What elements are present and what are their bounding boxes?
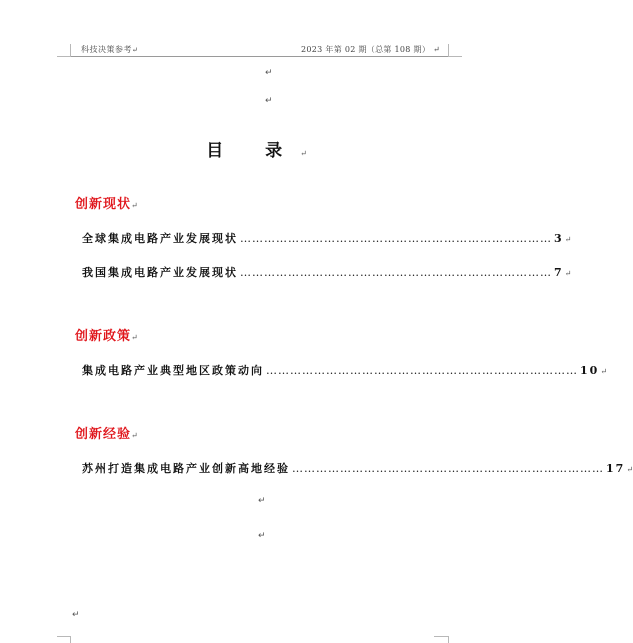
toc-entry[interactable] — [82, 362, 608, 378]
toc-entry-title: 苏州打造集成电路产业创新高地经验 — [82, 462, 290, 475]
crop-mark — [70, 636, 71, 643]
toc-leader-dots: …………………………………………………………………… — [240, 266, 552, 279]
toc-leader-dots: …………………………………………………………………… — [266, 364, 578, 377]
crop-mark — [448, 44, 449, 57]
toc-entry-title: 全球集成电路产业发展现状 — [82, 232, 238, 245]
crop-mark — [57, 56, 71, 57]
toc-page-number: 7 — [554, 266, 564, 279]
header-rule — [71, 56, 448, 57]
paragraph-mark: ↵ — [258, 496, 266, 506]
header-issue-number: 2023 年第 02 期（总第 108 期） ↵ — [301, 45, 440, 54]
section-heading: 创新经验↵ — [75, 427, 139, 442]
toc-entry[interactable] — [82, 230, 572, 246]
toc-leader-dots: …………………………………………………………………… — [240, 232, 552, 245]
header-journal-name: 科技决策参考↵ — [81, 45, 139, 54]
toc-page-number: 10 — [580, 364, 600, 377]
paragraph-mark: ↵ — [564, 235, 572, 244]
section-heading: 创新政策↵ — [75, 329, 139, 344]
crop-mark — [57, 636, 71, 637]
toc-title: 目 录↵ — [206, 141, 307, 161]
paragraph-mark: ↵ — [265, 96, 273, 106]
toc-leader-dots: …………………………………………………………………… — [292, 462, 604, 475]
paragraph-mark: ↵ — [72, 610, 80, 620]
crop-mark — [434, 636, 448, 637]
crop-mark — [448, 56, 462, 57]
toc-entry-title: 集成电路产业典型地区政策动向 — [82, 364, 264, 377]
paragraph-mark: ↵ — [600, 367, 608, 376]
toc-entry-title: 我国集成电路产业发展现状 — [82, 266, 238, 279]
toc-page-number: 17 — [606, 462, 626, 475]
toc-entry[interactable] — [82, 460, 633, 476]
paragraph-mark: ↵ — [564, 269, 572, 278]
section-heading: 创新现状↵ — [75, 197, 139, 212]
paragraph-mark: ↵ — [258, 531, 266, 541]
toc-entry[interactable] — [82, 264, 572, 280]
paragraph-mark: ↵ — [626, 465, 633, 474]
crop-mark — [448, 636, 449, 643]
toc-page-number: 3 — [554, 232, 564, 245]
paragraph-mark: ↵ — [265, 68, 273, 78]
